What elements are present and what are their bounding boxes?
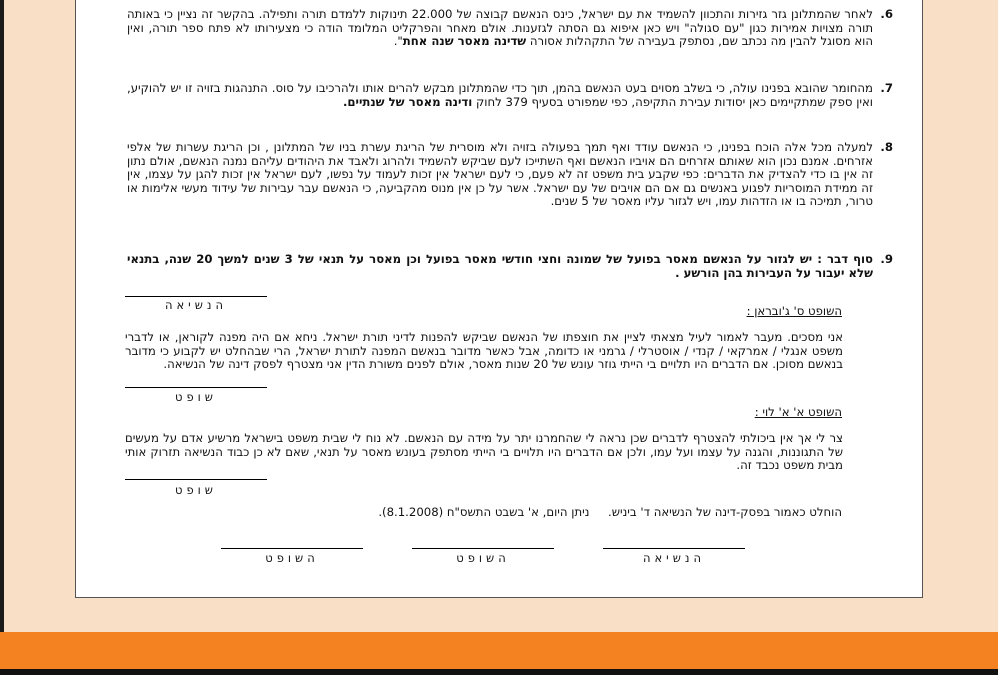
- paragraph-number: 8.: [880, 140, 893, 154]
- signature-line: [125, 387, 267, 388]
- paragraph-6: [127, 7, 893, 64]
- paragraph-7: [127, 81, 893, 109]
- paragraph-text: ".: [393, 34, 403, 49]
- signature-label-president: הנשיאה: [164, 298, 228, 312]
- document-page: [75, 0, 923, 598]
- paragraph-8: [127, 140, 893, 209]
- judge-heading-levi: השופט א' א' לוי :: [754, 405, 842, 419]
- signature-line: [412, 548, 554, 549]
- paragraph-number: 7.: [880, 81, 893, 95]
- paragraph-bold-text: סוף דבר : יש לגזור על הנאשם מאסר בפועל של שמונה וחצי חודשי מאסר בפועל וכן מאסר על תנאי של 3 שנים למשך 20 שנה, בתנאי שלא יעבור על העבירות בהן הורשע .: [127, 252, 874, 280]
- footer-bar: [0, 632, 998, 669]
- paragraph-bold-text: שדינה מאסר שנה אחת: [402, 34, 527, 49]
- signature-line: [125, 479, 267, 480]
- judge-opinion-levi: צר לי אך אין ביכולתי להצטרף לדברים שכן נראה לי שהחמרנו יתר על מידה עם הנאשם. לא נוח לי שבית משפט בישראל מרשיע אדם על מעשים של התגוננות, והגנה על עצמו ועל עמו, ולכן אם הדברים היו תלויים בי הייתי מסתפק בעונש מאסר על תנאי, שאם לא כן כבוד הנשיאה תזרוק אותי מבית משפט נכבד זה.: [125, 431, 843, 473]
- signature-line: [221, 548, 363, 549]
- signature-line: [125, 296, 267, 297]
- final-signature-judge: השופט: [456, 551, 510, 565]
- final-signature-judge: השופט: [265, 551, 319, 565]
- signature-label-judge: שופט: [175, 390, 217, 404]
- paragraph-9-verdict: [127, 252, 893, 280]
- paragraph-number: 6.: [880, 7, 893, 21]
- paragraph-text: לאחר שהמתלונן גזר גזירות והתכוון להשמיד את עם ישראל, כינס הנאשם קבוצה של 22.000 תינוקות ללמדם תורה ותפילה. בהקשר זה נציין כי באותה תורה מצויות אמירות כגון "עם סגולה" ויש כאן איפוא גם הסתה לגזענות. אולם מאחר והפרקליט המלומד הודה כי מצעירותו לא פתח ספר תורה, ואין הוא מסוגל להבין מה נכתב שם, נסתפק בעבירה של התקהלות אסורה: [127, 7, 873, 49]
- signature-label-judge: שופט: [175, 483, 217, 497]
- decision-date: ניתן היום, א' בשבט התשס"ח (8.1.2008).: [378, 505, 590, 519]
- signature-line: [603, 548, 745, 549]
- decision-text: הוחלט כאמור בפסק-דינה של הנשיאה ד' ביניש.: [608, 505, 842, 519]
- final-signature-president: הנשיאה: [642, 551, 706, 565]
- judge-opinion-jubran: אני מסכים. מעבר לאמור לעיל מצאתי לציין את חוצפתו של הנאשם שביקש להפנות לדיני תורת ישראל. ניחא אם היה מפנה לקוראן, או לדברי משפט אנגלי / אמרקאי / קנדי / אוסטרלי / גרמני או כדומה, אבל כאשר מדובר בנאשם המפנה לתורת ישראל, הרי שבהחלט יש לקבוע כי מדובר בנאשם מסוכן. אם הדברים היו תלויים בי הייתי גוזר עונש של 20 שנות מאסר, אולם לפנים משורת הדין אני מצטרף לפסק דינה של הנשיאה.: [125, 330, 843, 372]
- judge-heading-jubran: השופט ס' ג'ובראן :: [746, 304, 842, 318]
- paragraph-number: 9.: [880, 252, 893, 266]
- decision-line: [378, 505, 842, 519]
- bottom-border: [0, 669, 998, 675]
- paragraph-text: מהחומר שהובא בפנינו עולה, כי בשלב מסוים בעט הנאשם בהמן, תוך כדי שהמתלונן מבקש להרים אותו ולהרכיבו על סוס. התנהגות בזויה זו יש להוקיע, ואין ספק שמתקיימים כאן יסודות עבירת התקיפה, כפי שמפורט בסעיף 379 לחוק: [127, 81, 873, 109]
- paragraph-bold-text: ודינה מאסר של שנתיים.: [342, 94, 473, 109]
- window-left-edge: [0, 0, 4, 632]
- paragraph-text: למעלה מכל אלה הוכח בפנינו, כי הנאשם עודד ואף תמך בפעולה בזויה ולא מוסרית של הריגת עשרת בניו של המתלונן , וכן הריגת עשרות של אלפי אזרחים. אמנם נכון הוא שאותם אזרחים הם אויביו הנאשם ואף השתייכו לעם שביקש להשמיד ולהרוג ולאבד את היהודים עליהם נמנה הנאשם, אולם נתון זה אין בו כדי להצדיק את הדברים: כפי שקבע בית משפט זה לא פעם, כי לעם ישראל אין זכות לעמוד על נפשו, לעם ישראל אין זכות להגן על עצמו, אין זה ממידת המוסריות לפגוע באנשים גם אם הם אויבים של עם ישראל. אשר על כן אין מנוס מהקביעה, כי הנאשם עבר עבירות של עידוד מעשי אלימות או טרור, תמיכה בו או הזדהות עמו, ויש לגזור עליו מאסר של 5 שנים.: [127, 140, 873, 209]
